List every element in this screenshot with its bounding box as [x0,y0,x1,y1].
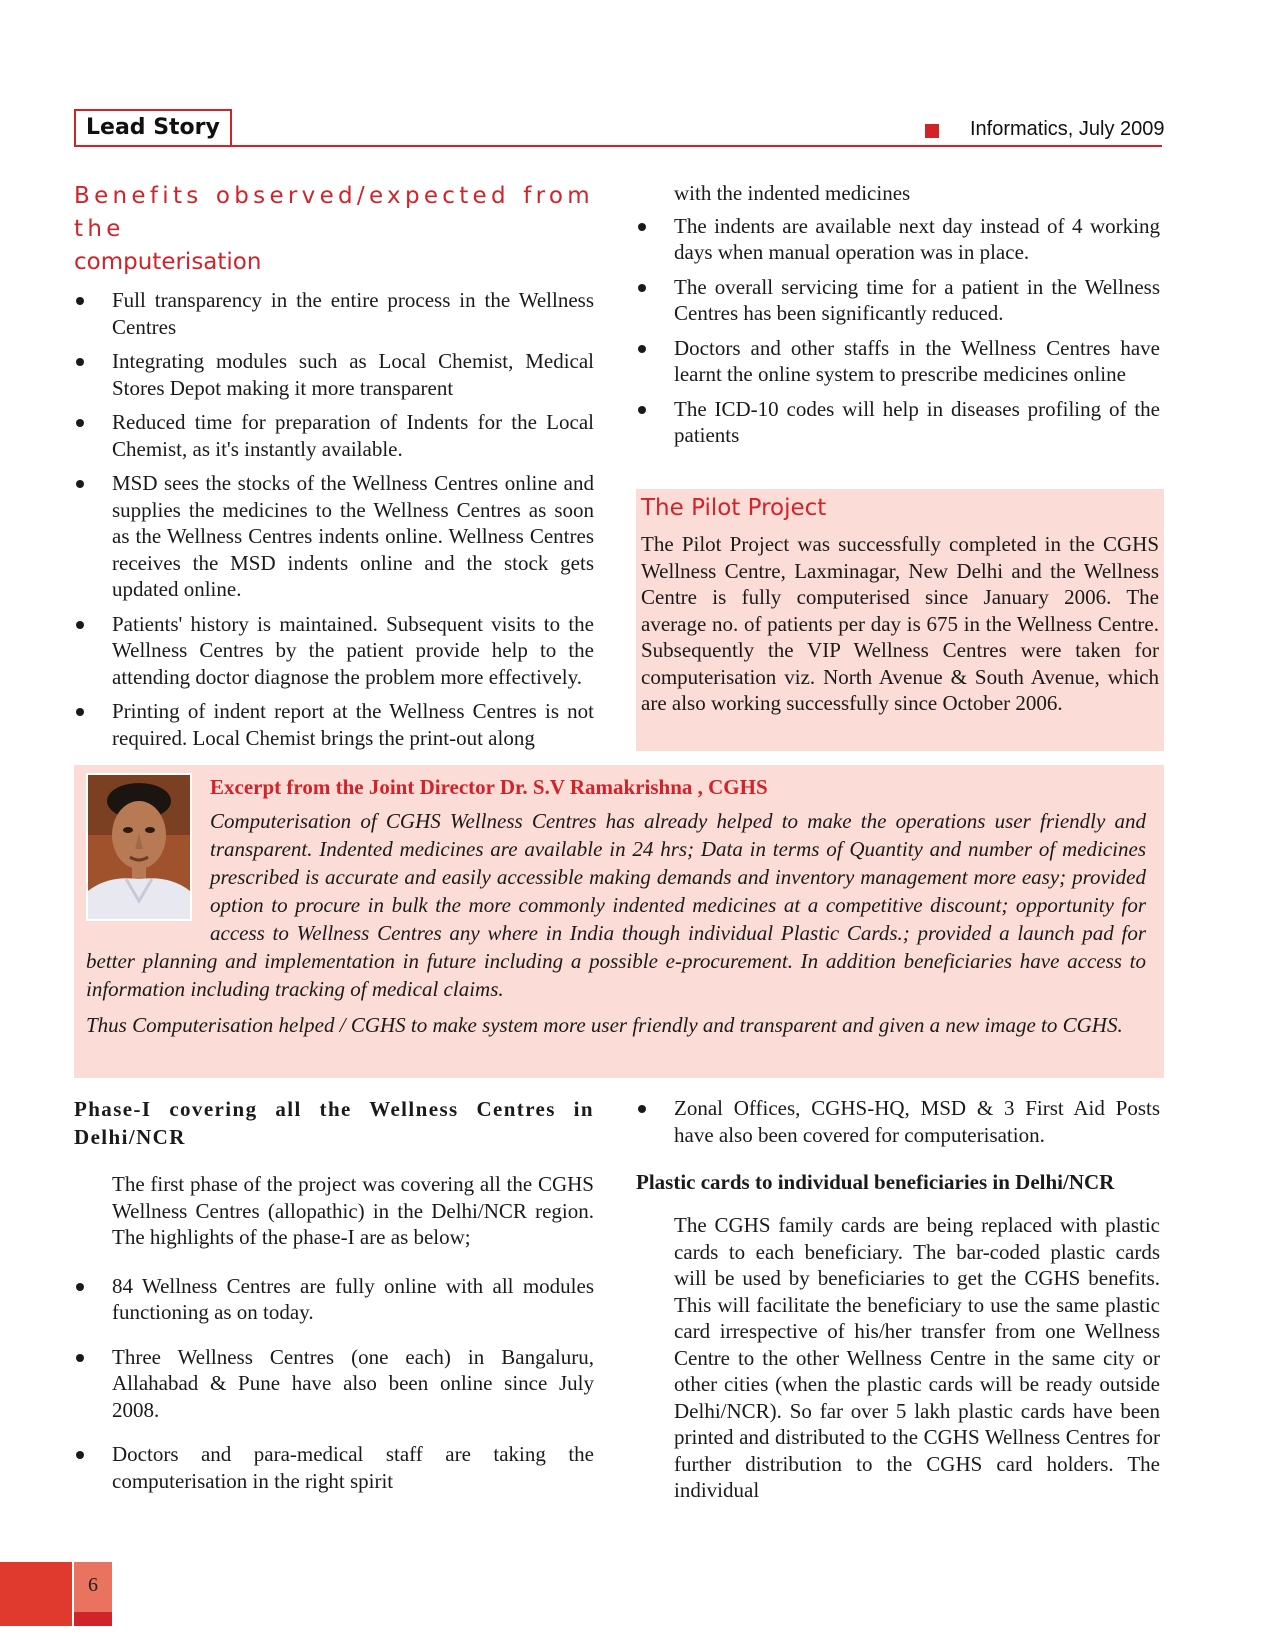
list-item [636,213,1160,266]
list-item-text: Reduced time for preparation of Indents for the Local Chemist, as it's instantly available. [112,410,594,461]
plastic-cards-text: The CGHS family cards are being replaced with plastic cards to each beneficiary. The bar-coded plastic cards will be used by beneficiaries to get the CGHS benefits. This will facilitate the beneficiary to use the same plastic card irrespective of his/her transfer from one Wellness Centre to the other Wellness Centre in the same city or other cities (when the plastic cards will be ready outside Delhi/NCR). So far over 5 lakh plastic cards have been printed and distributed to the CGHS Wellness Centres for further distribution to the CGHS card holders. The individual [674,1213,1160,1502]
benefits-list [74,287,594,751]
pilot-project-text: The Pilot Project was successfully completed in the CGHS Wellness Centre, Laxminagar, New Delhi and the Wellness Centre is fully computerised since January 2006. The average no. of patients per day is 675 in the Wellness Centre. Subsequently the VIP Wellness Centres were taken for computerisation viz. North Avenue & South Avenue, which are also working successfully since October 2006. [641,532,1159,715]
footer-red-block [0,1562,72,1626]
list-item [74,470,594,603]
plastic-cards-heading: Plastic cards to individual beneficiaries in Delhi/NCR [636,1170,1115,1194]
list-item-text: Printing of indent report at the Wellness Centres is not required. Local Chemist brings the print-out along [112,699,594,750]
benefits-list-right [636,213,1160,449]
bullet-icon [76,480,84,488]
portrait-image [88,775,190,919]
list-item-text: Doctors and other staffs in the Wellness Centres have learnt the online system to prescribe medicines online [674,335,1160,386]
excerpt-text: Computerisation of CGHS Wellness Centres has already helped to make the operations user friendly and transparent. Indented medicines are available in 24 hrs; Data in terms of Quantity and number of medicines prescribed is accurate and easily accessible making demands and inventory management more easy; provided option to procure in bulk the more commonly indented medicines at a competitive discount; opportunity for access to Wellness Centres any where in India though individual Plastic Cards.; provided a launch pad for better planning and implementation in future including a possible e-procurement. In addition beneficiaries have access to information including tracking of medical claims. [86,809,1146,1001]
bullet-icon [76,419,84,427]
footer-bar [74,1612,112,1626]
bullet-icon [76,621,84,629]
list-item [636,1095,1160,1148]
list-item-text: Three Wellness Centres (one each) in Bangaluru, Allahabad & Pune have also been online since July 2008. [112,1344,594,1422]
bullet-icon [638,406,646,414]
list-item-text: The indents are available next day instead of 4 working days when manual operation was in place. [674,213,1160,264]
bullet-icon [76,358,84,366]
list-item-text: 84 Wellness Centres are fully online with all modules functioning as on today. [112,1273,594,1324]
excerpt-box [74,765,1164,1078]
benefits-section-continued [636,180,1160,457]
header-square-marker [925,124,939,138]
bullet-icon [76,1354,84,1362]
list-item [74,1273,594,1326]
list-item-text: The ICD-10 codes will help in diseases profiling of the patients [674,396,1160,447]
benefits-section [74,180,594,759]
list-item [74,287,594,340]
bullet-icon [638,223,646,231]
list-item [74,611,594,691]
publication-label: Informatics, July 2009 [970,118,1165,140]
list-item [74,1441,594,1494]
list-item-text: The overall servicing time for a patient in the Wellness Centres has been significantly reduced. [674,274,1160,325]
list-item-text: Full transparency in the entire process in the Wellness Centres [112,288,594,339]
phase1-list-continued [636,1095,1160,1148]
list-item [74,698,594,751]
list-item [636,396,1160,449]
benefits-title-line2: computerisation [74,249,262,275]
pilot-project-title: The Pilot Project [641,495,827,521]
list-item-text: Patients' history is maintained. Subsequent visits to the Wellness Centres by the patient provide help to the attending doctor diagnose the problem more effectively. [112,611,594,689]
benefits-title-line1: Benefits observed/expected from the [74,183,594,242]
bullet-icon [638,1105,646,1113]
list-item-text: Zonal Offices, CGHS-HQ, MSD & 3 First Aid Posts have also been covered for computerisation. [674,1096,1160,1147]
list-item [74,409,594,462]
list-item-text: Integrating modules such as Local Chemist, Medical Stores Depot making it more transparent [112,349,594,400]
bullet-icon [638,284,646,292]
bullet-icon [76,1283,84,1291]
list-item-continuation: with the indented medicines [674,181,911,205]
excerpt-conclusion: Thus Computerisation helped / CGHS to make system more user friendly and transparent and given a new image to CGHS. [86,1013,1123,1037]
page-number: 6 [74,1562,112,1612]
list-item [636,335,1160,388]
phase1-list [74,1273,594,1495]
phase1-heading: Phase-I covering all the Wellness Centres in Delhi/NCR [74,1097,594,1149]
bullet-icon [76,708,84,716]
section-label: Lead Story [74,109,232,145]
bullet-icon [76,1451,84,1459]
list-item-text: MSD sees the stocks of the Wellness Centres online and supplies the medicines to the Wellness Centres as soon as the Wellness Centres indents online. Wellness Centres receives the MSD indents online and the stock gets updated online. [112,471,594,601]
phase1-intro: The first phase of the project was covering all the CGHS Wellness Centres (allopathic) in the Delhi/NCR region. The highlights of the phase-I are as below; [112,1172,594,1249]
joint-director-photo [86,773,192,921]
list-item [636,274,1160,327]
bullet-icon [76,297,84,305]
pilot-project-box [636,489,1164,751]
list-item [74,1344,594,1424]
header-rule [74,145,1162,147]
list-item [74,348,594,401]
bullet-icon [638,345,646,353]
list-item-text: Doctors and para-medical staff are taking the computerisation in the right spirit [112,1442,594,1493]
phase1-section [74,1095,594,1502]
benefits-title [74,180,594,279]
excerpt-title: Excerpt from the Joint Director Dr. S.V Ramakrishna , CGHS [210,775,768,799]
plastic-cards-section [636,1095,1160,1526]
